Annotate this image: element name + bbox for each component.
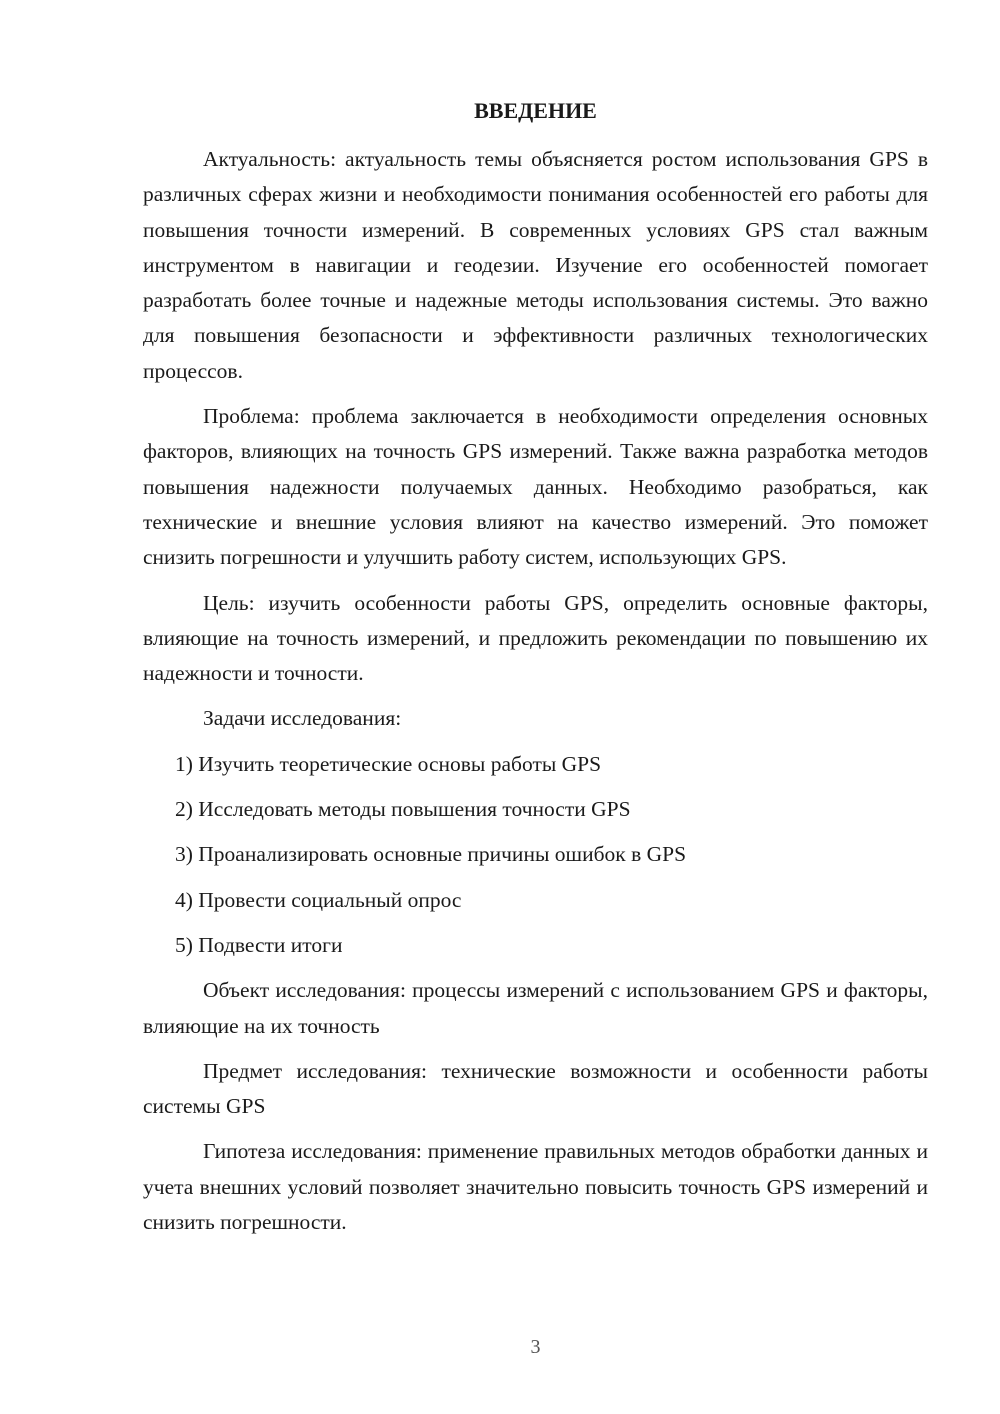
subject-paragraph: Предмет исследования: технические возможности и особенности работы системы GPS [143, 1058, 928, 1119]
hypothesis-paragraph: Гипотеза исследования: применение правильных методов обработки данных и учета внешних условий позволяет значительно повысить точность GPS измерений и снизить погрешности. [143, 1139, 928, 1235]
tasks-list [143, 747, 928, 963]
tasks-heading: Задачи исследования: [203, 706, 402, 731]
problem-paragraph: Проблема: проблема заключается в необходимости определения основных факторов, влияющих на точность GPS измерений. Также важна разработка методов повышения надежности получаемых данных. Необходимо разобраться, как технические и внешние условия влияют на качество измерений. Это поможет снизить погрешности и улучшить работу систем, использующих GPS. [143, 404, 928, 570]
relevance-paragraph: Актуальность: актуальность темы объясняется ростом использования GPS в различных сферах жизни и необходимости понимания особенностей его работы для повышения точности измерений. В современных условиях GPS стал важным инструментом в навигации и геодезии. Изучение его особенностей помогает разработать более точные и надежные методы использования системы. Это важно для повышения безопасности и эффективности различных технологических процессов. [143, 147, 928, 383]
task-item: 2) Исследовать методы повышения точности GPS [175, 797, 631, 822]
section-title: ВВЕДЕНИЕ [474, 98, 597, 123]
task-item: 4) Провести социальный опрос [175, 887, 462, 912]
object-paragraph: Объект исследования: процессы измерений с использованием GPS и факторы, влияющие на их точность [143, 978, 928, 1038]
goal-paragraph: Цель: изучить особенности работы GPS, определить основные факторы, влияющие на точность измерений, и предложить рекомендации по повышению их надежности и точности. [143, 590, 928, 686]
document-page [143, 0, 928, 1414]
page-number: 3 [530, 1336, 541, 1358]
task-item: 5) Подвести итоги [175, 932, 343, 957]
task-item: 1) Изучить теоретические основы работы GPS [175, 751, 602, 776]
task-item: 3) Проанализировать основные причины ошибок в GPS [175, 842, 687, 867]
document-body [143, 142, 928, 1250]
